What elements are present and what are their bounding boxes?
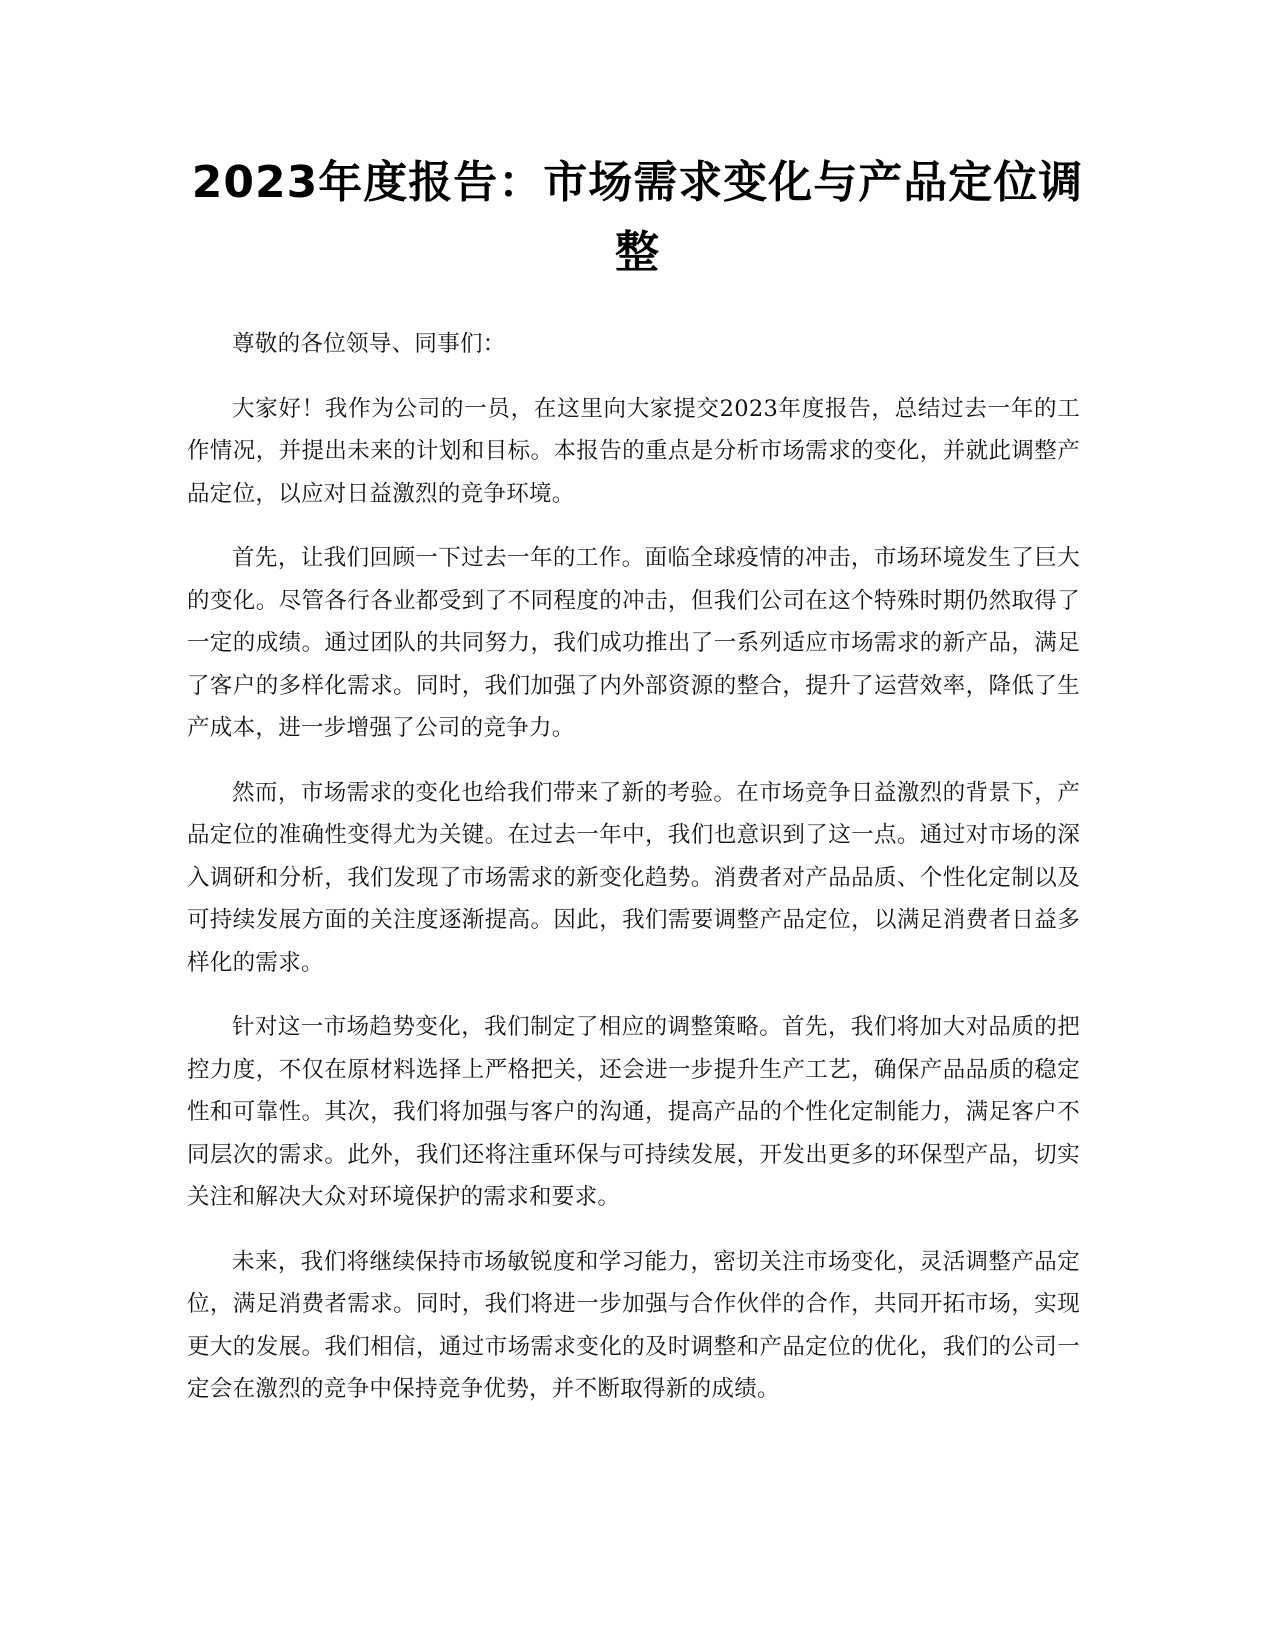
paragraph-review: 首先，让我们回顾一下过去一年的工作。面临全球疫情的冲击，市场环境发生了巨大的变化。尽管各行各业都受到了不同程度的冲击，但我们公司在这个特殊时期仍然取得了一定的成绩。通过团队的共同努力，我们成功推出了一系列适应市场需求的新产品，满足了客户的多样化需求。同时，我们加强了内外部资源的整合，提升了运营效率，降低了生产成本，进一步增强了公司的竞争力。 xyxy=(187,545,1080,741)
document-title: 2023年度报告：市场需求变化与产品定位调整 xyxy=(191,157,1084,278)
document-body xyxy=(187,323,1080,1433)
paragraph-salutation: 尊敬的各位领导、同事们： xyxy=(232,331,506,357)
paragraph-strategy: 针对这一市场趋势变化，我们制定了相应的调整策略。首先，我们将加大对品质的把控力度，不仅在原材料选择上严格把关，还会进一步提升生产工艺，确保产品品质的稳定性和可靠性。其次，我们将加强与客户的沟通，提高产品的个性化定制能力，满足客户不同层次的需求。此外，我们还将注重环保与可持续发展，开发出更多的环保型产品，切实关注和解决大众对环境保护的需求和要求。 xyxy=(187,1014,1080,1210)
paragraph-introduction: 大家好！我作为公司的一员，在这里向大家提交2023年度报告，总结过去一年的工作情况，并提出未来的计划和目标。本报告的重点是分析市场需求的变化，并就此调整产品定位，以应对日益激烈的竞争环境。 xyxy=(187,395,1080,507)
paragraph-challenges: 然而，市场需求的变化也给我们带来了新的考验。在市场竞争日益激烈的背景下，产品定位的准确性变得尤为关键。在过去一年中，我们也意识到了这一点。通过对市场的深入调研和分析，我们发现了市场需求的新变化趋势。消费者对产品品质、个性化定制以及可持续发展方面的关注度逐渐提高。因此，我们需要调整产品定位，以满足消费者日益多样化的需求。 xyxy=(187,779,1080,976)
paragraph-outlook: 未来，我们将继续保持市场敏锐度和学习能力，密切关注市场变化，灵活调整产品定位，满足消费者需求。同时，我们将进一步加强与合作伙伴的合作，共同开拓市场，实现更大的发展。我们相信，通过市场需求变化的及时调整和产品定位的优化，我们的公司一定会在激烈的竞争中保持竞争优势，并不断取得新的成绩。 xyxy=(187,1248,1080,1402)
